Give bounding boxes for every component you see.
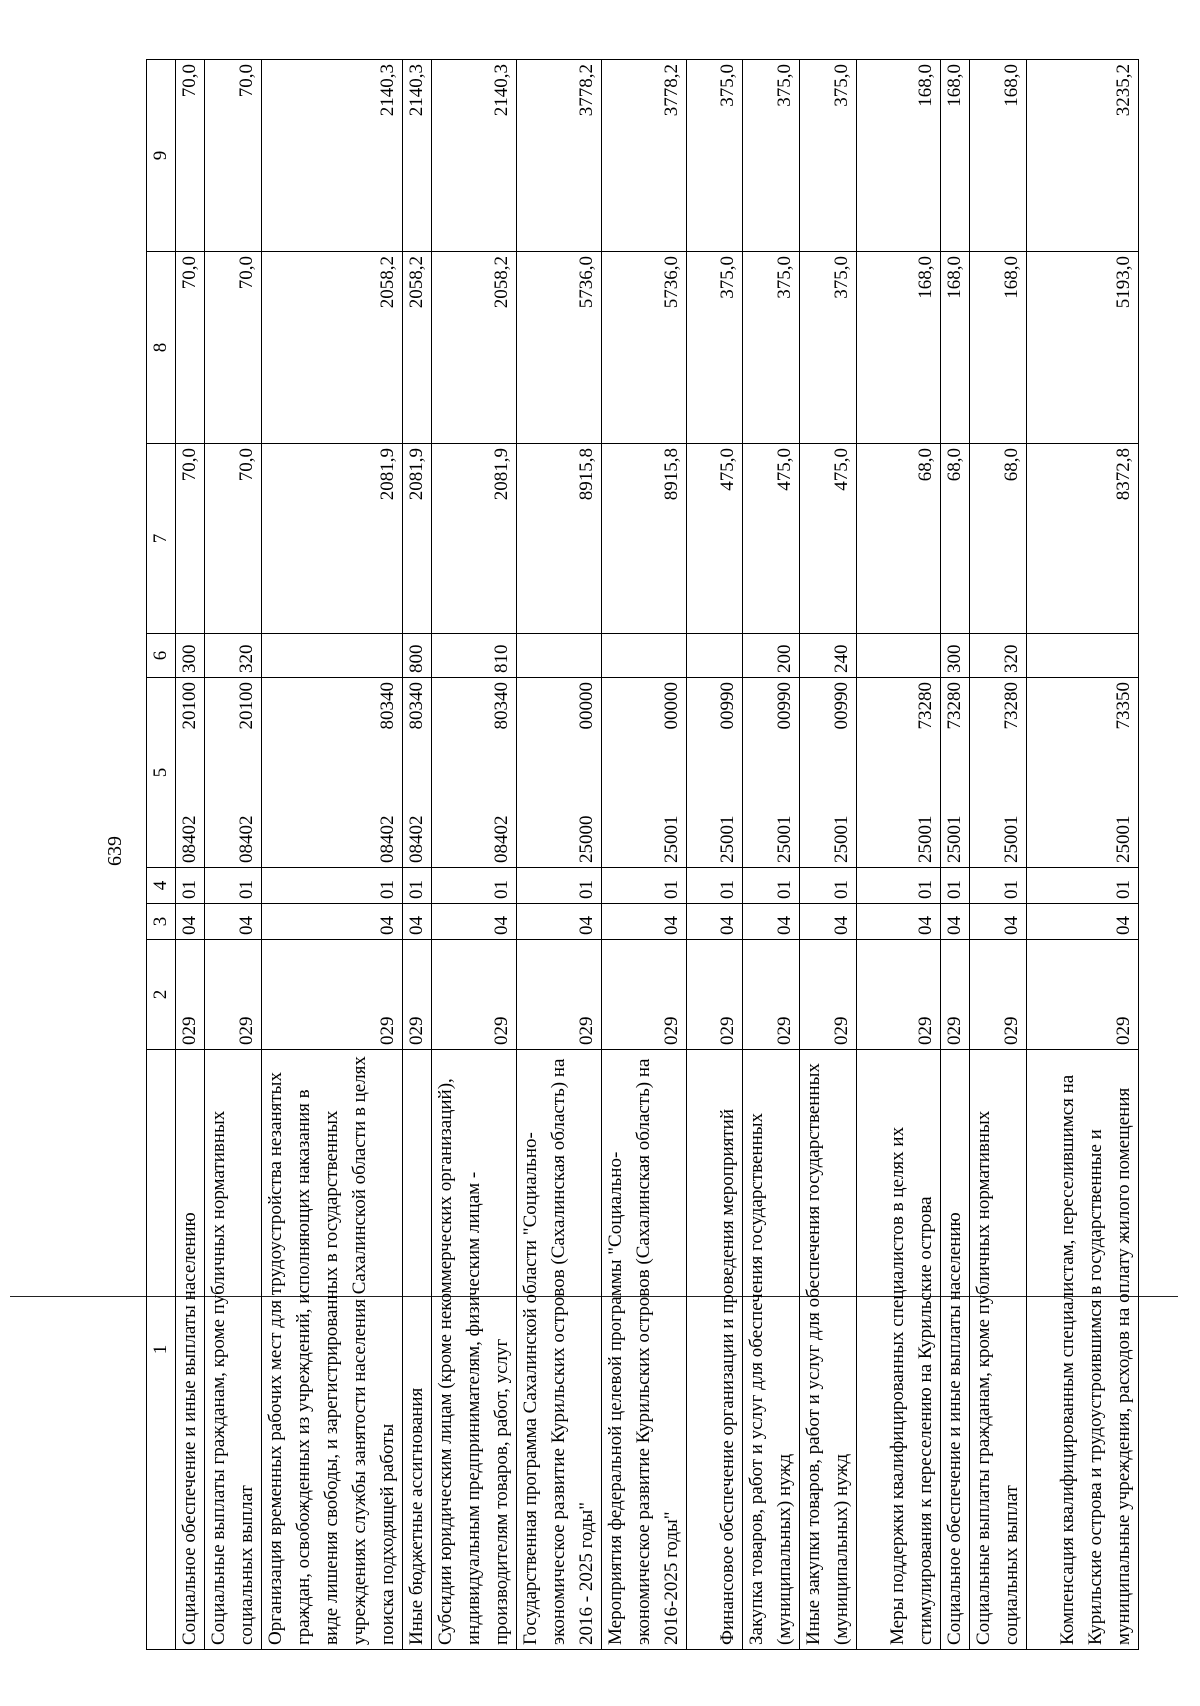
expense-type-code: 240	[800, 634, 857, 678]
subsection-code: 01	[857, 868, 941, 904]
header-cell: 8	[147, 252, 176, 444]
header-cell: 1	[147, 1050, 176, 1650]
table-row	[176, 60, 205, 1650]
ministry-code: 029	[941, 940, 970, 1050]
ministry-code: 029	[970, 940, 1027, 1050]
target-article-part-a: 08402	[406, 815, 427, 863]
budget-table	[146, 59, 1139, 1650]
target-article-part-a: 25001	[1001, 815, 1022, 863]
ministry-code: 029	[176, 940, 205, 1050]
amount-year-2: 375,0	[743, 252, 800, 444]
amount-year-1: 475,0	[743, 444, 800, 634]
amount-year-3: 70,0	[176, 60, 205, 252]
subsection-code: 01	[432, 868, 517, 904]
subsection-code: 01	[800, 868, 857, 904]
ministry-code: 029	[1027, 940, 1139, 1050]
amount-year-1: 70,0	[205, 444, 262, 634]
ministry-code: 029	[432, 940, 517, 1050]
amount-year-3: 375,0	[687, 60, 743, 252]
table-row	[970, 60, 1027, 1650]
target-article-part-b: 20100	[236, 682, 257, 730]
section-code: 04	[176, 904, 205, 940]
table-row	[403, 60, 432, 1650]
header-row	[147, 60, 176, 1650]
amount-year-2: 375,0	[687, 252, 743, 444]
target-article-part-b: 00990	[831, 682, 852, 730]
amount-year-2: 2058,2	[403, 252, 432, 444]
target-article-part-a: 08402	[491, 815, 512, 863]
amount-year-3: 375,0	[800, 60, 857, 252]
target-article-part-a: 25001	[944, 815, 965, 863]
ministry-code: 029	[800, 940, 857, 1050]
target-article-part-a: 25001	[661, 815, 682, 863]
section-code: 04	[800, 904, 857, 940]
target-article-code	[205, 678, 262, 868]
target-article-code	[432, 678, 517, 868]
amount-year-2: 2058,2	[262, 252, 403, 444]
row-name: Компенсация квалифицированным специалистам, переселившимся на Курильские острова и трудоустроившимся в государственные и муниципальные учреждения, расходов на оплату жилого помещения	[1027, 1050, 1139, 1650]
amount-year-1: 475,0	[687, 444, 743, 634]
expense-type-code: 320	[205, 634, 262, 678]
amount-year-2: 168,0	[970, 252, 1027, 444]
header-cell: 7	[147, 444, 176, 634]
target-article-part-a: 25001	[915, 815, 936, 863]
target-article-code	[970, 678, 1027, 868]
subsection-code: 01	[970, 868, 1027, 904]
amount-year-1: 2081,9	[403, 444, 432, 634]
ministry-code: 029	[602, 940, 687, 1050]
section-code: 04	[687, 904, 743, 940]
header-cell: 5	[147, 678, 176, 868]
target-article-code	[800, 678, 857, 868]
amount-year-1: 8915,8	[517, 444, 602, 634]
table-row	[602, 60, 687, 1650]
amount-year-2: 5736,0	[602, 252, 687, 444]
row-name: Финансовое обеспечение организации и проведения мероприятий	[687, 1050, 743, 1650]
amount-year-3: 2140,3	[262, 60, 403, 252]
section-code: 04	[602, 904, 687, 940]
table-row	[262, 60, 403, 1650]
amount-year-3: 2140,3	[432, 60, 517, 252]
amount-year-1: 70,0	[176, 444, 205, 634]
target-article-part-b: 20100	[179, 682, 200, 730]
ministry-code: 029	[205, 940, 262, 1050]
target-article-part-b: 80340	[491, 682, 512, 730]
amount-year-1: 2081,9	[262, 444, 403, 634]
table-row	[687, 60, 743, 1650]
target-article-part-b: 80340	[406, 682, 427, 730]
expense-type-code	[857, 634, 941, 678]
target-article-part-b: 80340	[377, 682, 398, 730]
row-name: Иные бюджетные ассигнования	[403, 1050, 432, 1650]
amount-year-2: 375,0	[800, 252, 857, 444]
section-code: 04	[941, 904, 970, 940]
subsection-code: 01	[262, 868, 403, 904]
row-name: Социальное обеспечение и иные выплаты населению	[941, 1050, 970, 1650]
amount-year-2: 168,0	[941, 252, 970, 444]
header-cell: 6	[147, 634, 176, 678]
target-article-part-a: 08402	[236, 815, 257, 863]
header-cell: 3	[147, 904, 176, 940]
target-article-part-b: 73350	[1113, 682, 1134, 730]
target-article-code	[687, 678, 743, 868]
subsection-code: 01	[687, 868, 743, 904]
target-article-part-b: 00000	[661, 682, 682, 730]
target-article-code	[941, 678, 970, 868]
target-article-part-b: 00990	[717, 682, 738, 730]
rotated-page	[96, 40, 1134, 1650]
row-name: Мероприятия федеральной целевой программы "Социально-экономическое развитие Курильских островов (Сахалинская область) на 2016-2025 годы"	[602, 1050, 687, 1650]
row-name: Организация временных рабочих мест для трудоустройства незанятых граждан, освобожденных из учреждений, исполняющих наказания в виде лишения свободы, и зарегистрированных в государственных учреждениях службы занятости населения Сахалинской области в целях поиска подходящей работы	[262, 1050, 403, 1650]
row-name: Социальное обеспечение и иные выплаты населению	[176, 1050, 205, 1650]
target-article-code	[1027, 678, 1139, 868]
ministry-code: 029	[743, 940, 800, 1050]
row-name: Государственная программа Сахалинской области "Социально-экономическое развитие Курильских островов (Сахалинская область) на 2016 - 2025 годы"	[517, 1050, 602, 1650]
table-row	[205, 60, 262, 1650]
amount-year-3: 375,0	[743, 60, 800, 252]
expense-type-code	[1027, 634, 1139, 678]
expense-type-code: 320	[970, 634, 1027, 678]
amount-year-3: 3778,2	[602, 60, 687, 252]
target-article-part-a: 08402	[377, 815, 398, 863]
page-number: 639	[104, 836, 126, 866]
section-code: 04	[970, 904, 1027, 940]
row-name: Субсидии юридическим лицам (кроме некоммерческих организаций), индивидуальным предпринимателям, физическим лицам - производителям товаров, работ, услуг	[432, 1050, 517, 1650]
subsection-code: 01	[602, 868, 687, 904]
ministry-code: 029	[403, 940, 432, 1050]
row-name: Социальные выплаты гражданам, кроме публичных нормативных социальных выплат	[970, 1050, 1027, 1650]
amount-year-2: 70,0	[176, 252, 205, 444]
target-article-part-b: 73280	[1001, 682, 1022, 730]
amount-year-2: 70,0	[205, 252, 262, 444]
expense-type-code: 300	[941, 634, 970, 678]
target-article-code	[743, 678, 800, 868]
subsection-code: 01	[205, 868, 262, 904]
target-article-code	[176, 678, 205, 868]
table-row	[743, 60, 800, 1650]
header-cell: 2	[147, 940, 176, 1050]
target-article-code	[403, 678, 432, 868]
amount-year-3: 168,0	[941, 60, 970, 252]
target-article-part-a: 25001	[717, 815, 738, 863]
amount-year-3: 3235,2	[1027, 60, 1139, 252]
table-row	[517, 60, 602, 1650]
amount-year-1: 8372,8	[1027, 444, 1139, 634]
section-code: 04	[262, 904, 403, 940]
section-code: 04	[432, 904, 517, 940]
amount-year-1: 68,0	[941, 444, 970, 634]
amount-year-1: 68,0	[970, 444, 1027, 634]
section-code: 04	[403, 904, 432, 940]
target-article-code	[602, 678, 687, 868]
target-article-part-b: 00990	[774, 682, 795, 730]
amount-year-2: 5193,0	[1027, 252, 1139, 444]
target-article-code	[262, 678, 403, 868]
target-article-part-a: 25001	[774, 815, 795, 863]
ministry-code: 029	[857, 940, 941, 1050]
ministry-code: 029	[262, 940, 403, 1050]
target-article-part-a: 08402	[179, 815, 200, 863]
row-name: Социальные выплаты гражданам, кроме публичных нормативных социальных выплат	[205, 1050, 262, 1650]
expense-type-code	[262, 634, 403, 678]
expense-type-code	[517, 634, 602, 678]
row-name: Закупка товаров, работ и услуг для обеспечения государственных (муниципальных) нужд	[743, 1050, 800, 1650]
amount-year-2: 5736,0	[517, 252, 602, 444]
target-article-part-b: 73280	[944, 682, 965, 730]
amount-year-3: 168,0	[857, 60, 941, 252]
table-row	[1027, 60, 1139, 1650]
target-article-code	[517, 678, 602, 868]
amount-year-1: 8915,8	[602, 444, 687, 634]
expense-type-code	[602, 634, 687, 678]
subsection-code: 01	[743, 868, 800, 904]
section-code: 04	[857, 904, 941, 940]
amount-year-1: 475,0	[800, 444, 857, 634]
amount-year-2: 168,0	[857, 252, 941, 444]
expense-type-code: 200	[743, 634, 800, 678]
section-code: 04	[743, 904, 800, 940]
amount-year-3: 168,0	[970, 60, 1027, 252]
expense-type-code: 800	[403, 634, 432, 678]
subsection-code: 01	[176, 868, 205, 904]
target-article-part-b: 00000	[576, 682, 597, 730]
ministry-code: 029	[517, 940, 602, 1050]
target-article-part-b: 73280	[915, 682, 936, 730]
target-article-part-a: 25001	[831, 815, 852, 863]
expense-type-code: 810	[432, 634, 517, 678]
table-row	[941, 60, 970, 1650]
section-code: 04	[1027, 904, 1139, 940]
table-row	[857, 60, 941, 1650]
expense-type-code: 300	[176, 634, 205, 678]
header-cell: 9	[147, 60, 176, 252]
ministry-code: 029	[687, 940, 743, 1050]
target-article-part-a: 25001	[1113, 815, 1134, 863]
amount-year-1: 68,0	[857, 444, 941, 634]
table-row	[800, 60, 857, 1650]
row-name: Меры поддержки квалифицированных специалистов в целях их стимулирования к переселению на Курильские острова	[857, 1050, 941, 1650]
amount-year-1: 2081,9	[432, 444, 517, 634]
target-article-part-a: 25000	[576, 815, 597, 863]
target-article-code	[857, 678, 941, 868]
expense-type-code	[687, 634, 743, 678]
section-code: 04	[205, 904, 262, 940]
section-code: 04	[517, 904, 602, 940]
amount-year-3: 3778,2	[517, 60, 602, 252]
subsection-code: 01	[1027, 868, 1139, 904]
subsection-code: 01	[517, 868, 602, 904]
amount-year-2: 2058,2	[432, 252, 517, 444]
amount-year-3: 70,0	[205, 60, 262, 252]
amount-year-3: 2140,3	[403, 60, 432, 252]
subsection-code: 01	[941, 868, 970, 904]
header-cell: 4	[147, 868, 176, 904]
table-row	[432, 60, 517, 1650]
row-name: Иные закупки товаров, работ и услуг для обеспечения государственных (муниципальных) нужд	[800, 1050, 857, 1650]
subsection-code: 01	[403, 868, 432, 904]
